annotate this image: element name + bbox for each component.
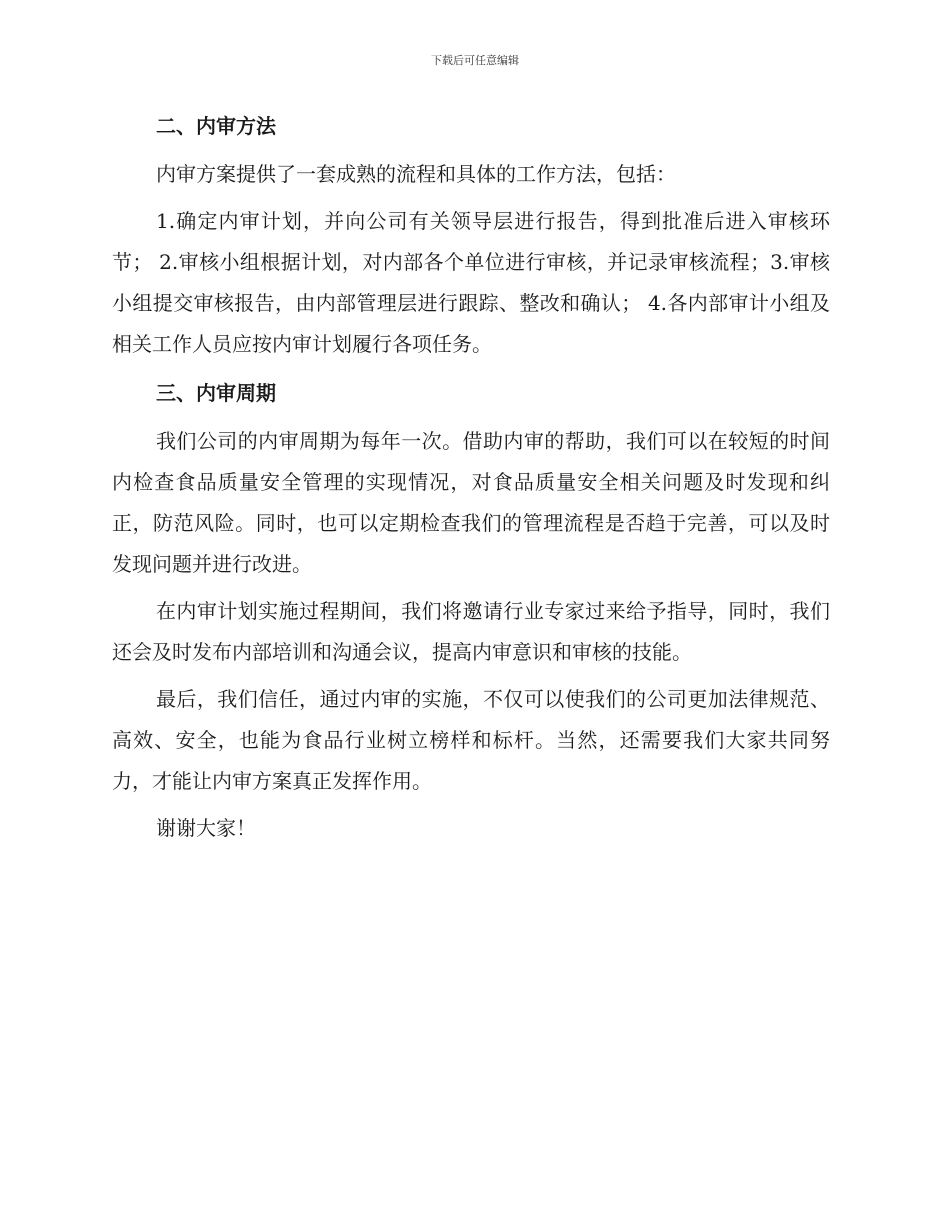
- section-heading-method: 二、内审方法: [156, 114, 276, 138]
- method-intro-paragraph: 内审方案提供了一套成熟的流程和具体的工作方法，包括：: [156, 162, 676, 186]
- cycle-paragraph-2: 在内审计划实施过程期间，我们将邀请行业专家过来给予指导，同时，我们还会及时发布内部培训和沟通会议，提高内审意识和审核的技能。: [112, 599, 830, 664]
- thanks-line: 谢谢大家！: [156, 816, 256, 840]
- document-body: [112, 104, 830, 849]
- page-header-note: 下载后可任意编辑: [431, 54, 519, 67]
- method-steps-paragraph: 1.确定内审计划，并向公司有关领导层进行报告，得到批准后进入审核环节； 2.审核小组根据计划，对内部各个单位进行审核，并记录审核流程；3.审核小组提交审核报告，由内部管理层进行跟踪、整改和确认； 4.各内部审计小组及相关工作人员应按内审计划履行各项任务。: [112, 209, 830, 356]
- cycle-paragraph-1: 我们公司的内审周期为每年一次。借助内审的帮助，我们可以在较短的时间内检查食品质量安全管理的实现情况，对食品质量安全相关问题及时发现和纠正，防范风险。同时，也可以定期检查我们的管理流程是否趋于完善，可以及时发现问题并进行改进。: [112, 429, 830, 576]
- closing-paragraph: 最后，我们信任，通过内审的实施，不仅可以使我们的公司更加法律规范、高效、安全，也能为食品行业树立榜样和标杆。当然，还需要我们大家共同努力，才能让内审方案真正发挥作用。: [112, 687, 830, 793]
- section-heading-cycle: 三、内审周期: [156, 381, 276, 405]
